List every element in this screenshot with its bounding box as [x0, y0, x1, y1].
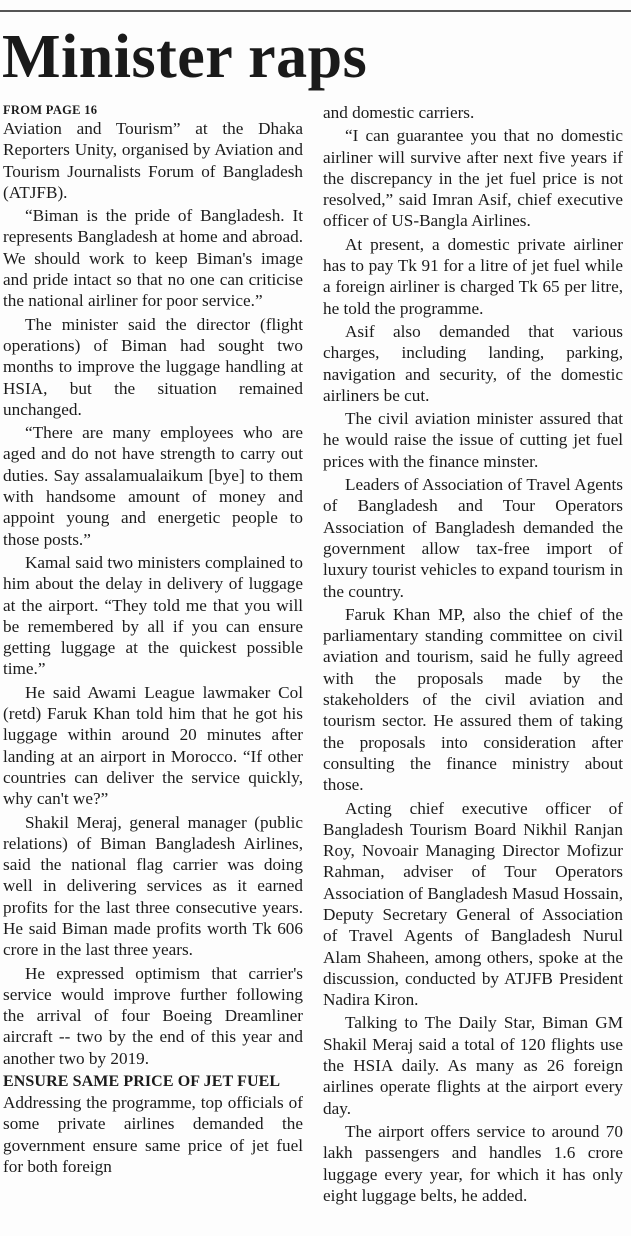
- paragraph: Leaders of Association of Travel Agents of Bangladesh and Tour Operators Association of Bangladesh demanded the government allow tax-free import of luxury tourist vehicles to expand tourism in the country.: [323, 475, 623, 601]
- paragraph: The minister said the director (flight operations) of Biman had sought two months to improve the luggage handling at HSIA, but the situation remained unchanged.: [3, 314, 303, 419]
- top-rule: [0, 10, 631, 12]
- paragraph: Talking to The Daily Star, Biman GM Shakil Meraj said a total of 120 flights use the HSIA daily. As many as 26 foreign airlines operate flights at the airport every day.: [323, 1013, 623, 1118]
- paragraph: The airport offers service to around 70 lakh passengers and handles 1.6 crore luggage every year, for which it has only eight luggage belts, he added.: [323, 1121, 623, 1205]
- paragraph: At present, a domestic private airliner has to pay Tk 91 for a litre of jet fuel while a foreign airliner is charged Tk 65 per litre, he told the programme.: [323, 234, 623, 318]
- paragraph: “Biman is the pride of Bangladesh. It represents Bangladesh at home and abroad. We should work to keep Biman's image and pride intact so that no one can criticise the national airliner for poor service.”: [3, 206, 303, 311]
- paragraph: and domestic carriers.: [323, 103, 475, 122]
- paragraph: “There are many employees who are aged and do not have strength to carry out duties. Say assalamualaikum [bye] to them with handsome amount of money and appoint young and energetic people to those posts.”: [3, 423, 303, 549]
- paragraph: “I can guarantee you that no domestic airliner will survive after next five years if the discrepancy in the jet fuel price is not resolved,” said Imran Asif, chief executive officer of US-Bangla Airlines.: [323, 126, 623, 231]
- paragraph: Acting chief executive officer of Bangladesh Tourism Board Nikhil Ranjan Roy, Novoair Managing Director Mofizur Rahman, adviser of Tour Operators Association of Bangladesh Masud Hossain, Deputy Secretary General of Association of Travel Agents of Bangladesh Nurul Alam Shaheen, among others, spoke at the discussion, conducted by ATJFB President Nadira Kiron.: [323, 798, 623, 1010]
- paragraph: Faruk Khan MP, also the chief of the parliamentary standing committee on civil aviation and tourism, said he fully agreed with the proposals made by the stakeholders of the civil aviation and tourism sector. He assured them of taking the proposals into consideration after consulting the finance ministry about those.: [323, 604, 623, 795]
- paragraph: He said Awami League lawmaker Col (retd) Faruk Khan told him that he got his luggage within around 20 minutes after landing at an airport in Morocco. “If other countries can deliver the service quickly, why can't we?”: [3, 682, 303, 809]
- headline: Minister raps: [2, 23, 368, 91]
- jump-label: FROM PAGE 16: [3, 103, 98, 117]
- paragraph: Shakil Meraj, general manager (public relations) of Biman Bangladesh Airlines, said the national flag carrier was doing well in delivering services as it earned profits for the last three consecutive years. He said Biman made profits worth Tk 606 crore in the last three years.: [3, 812, 303, 960]
- paragraph: He expressed optimism that carrier's service would improve further following the arrival of four Boeing Dreamliner aircraft -- two by the end of this year and another two by 2019.: [3, 963, 303, 1068]
- paragraph: Kamal said two ministers complained to him about the delay in delivery of luggage at the airport. “They told me that you will be remembered by all if you can ensure getting luggage at the quickest possible time.”: [3, 552, 303, 679]
- paragraph: Aviation and Tourism” at the Dhaka Reporters Unity, organised by Aviation and Tourism Journalists Forum of Bangladesh (ATJFB).: [3, 119, 303, 202]
- paragraph: Addressing the programme, top officials of some private airlines demanded the government ensure same price of jet fuel for both foreign: [3, 1093, 303, 1176]
- paragraph: The civil aviation minister assured that he would raise the issue of cutting jet fuel prices with the finance minster.: [323, 409, 623, 471]
- right-column: [323, 102, 623, 1208]
- paragraph: Asif also demanded that various charges, including landing, parking, navigation and security, of the domestic airliners be cut.: [323, 321, 623, 405]
- left-column: [3, 102, 303, 1179]
- subheading: ENSURE SAME PRICE OF JET FUEL: [3, 1073, 281, 1091]
